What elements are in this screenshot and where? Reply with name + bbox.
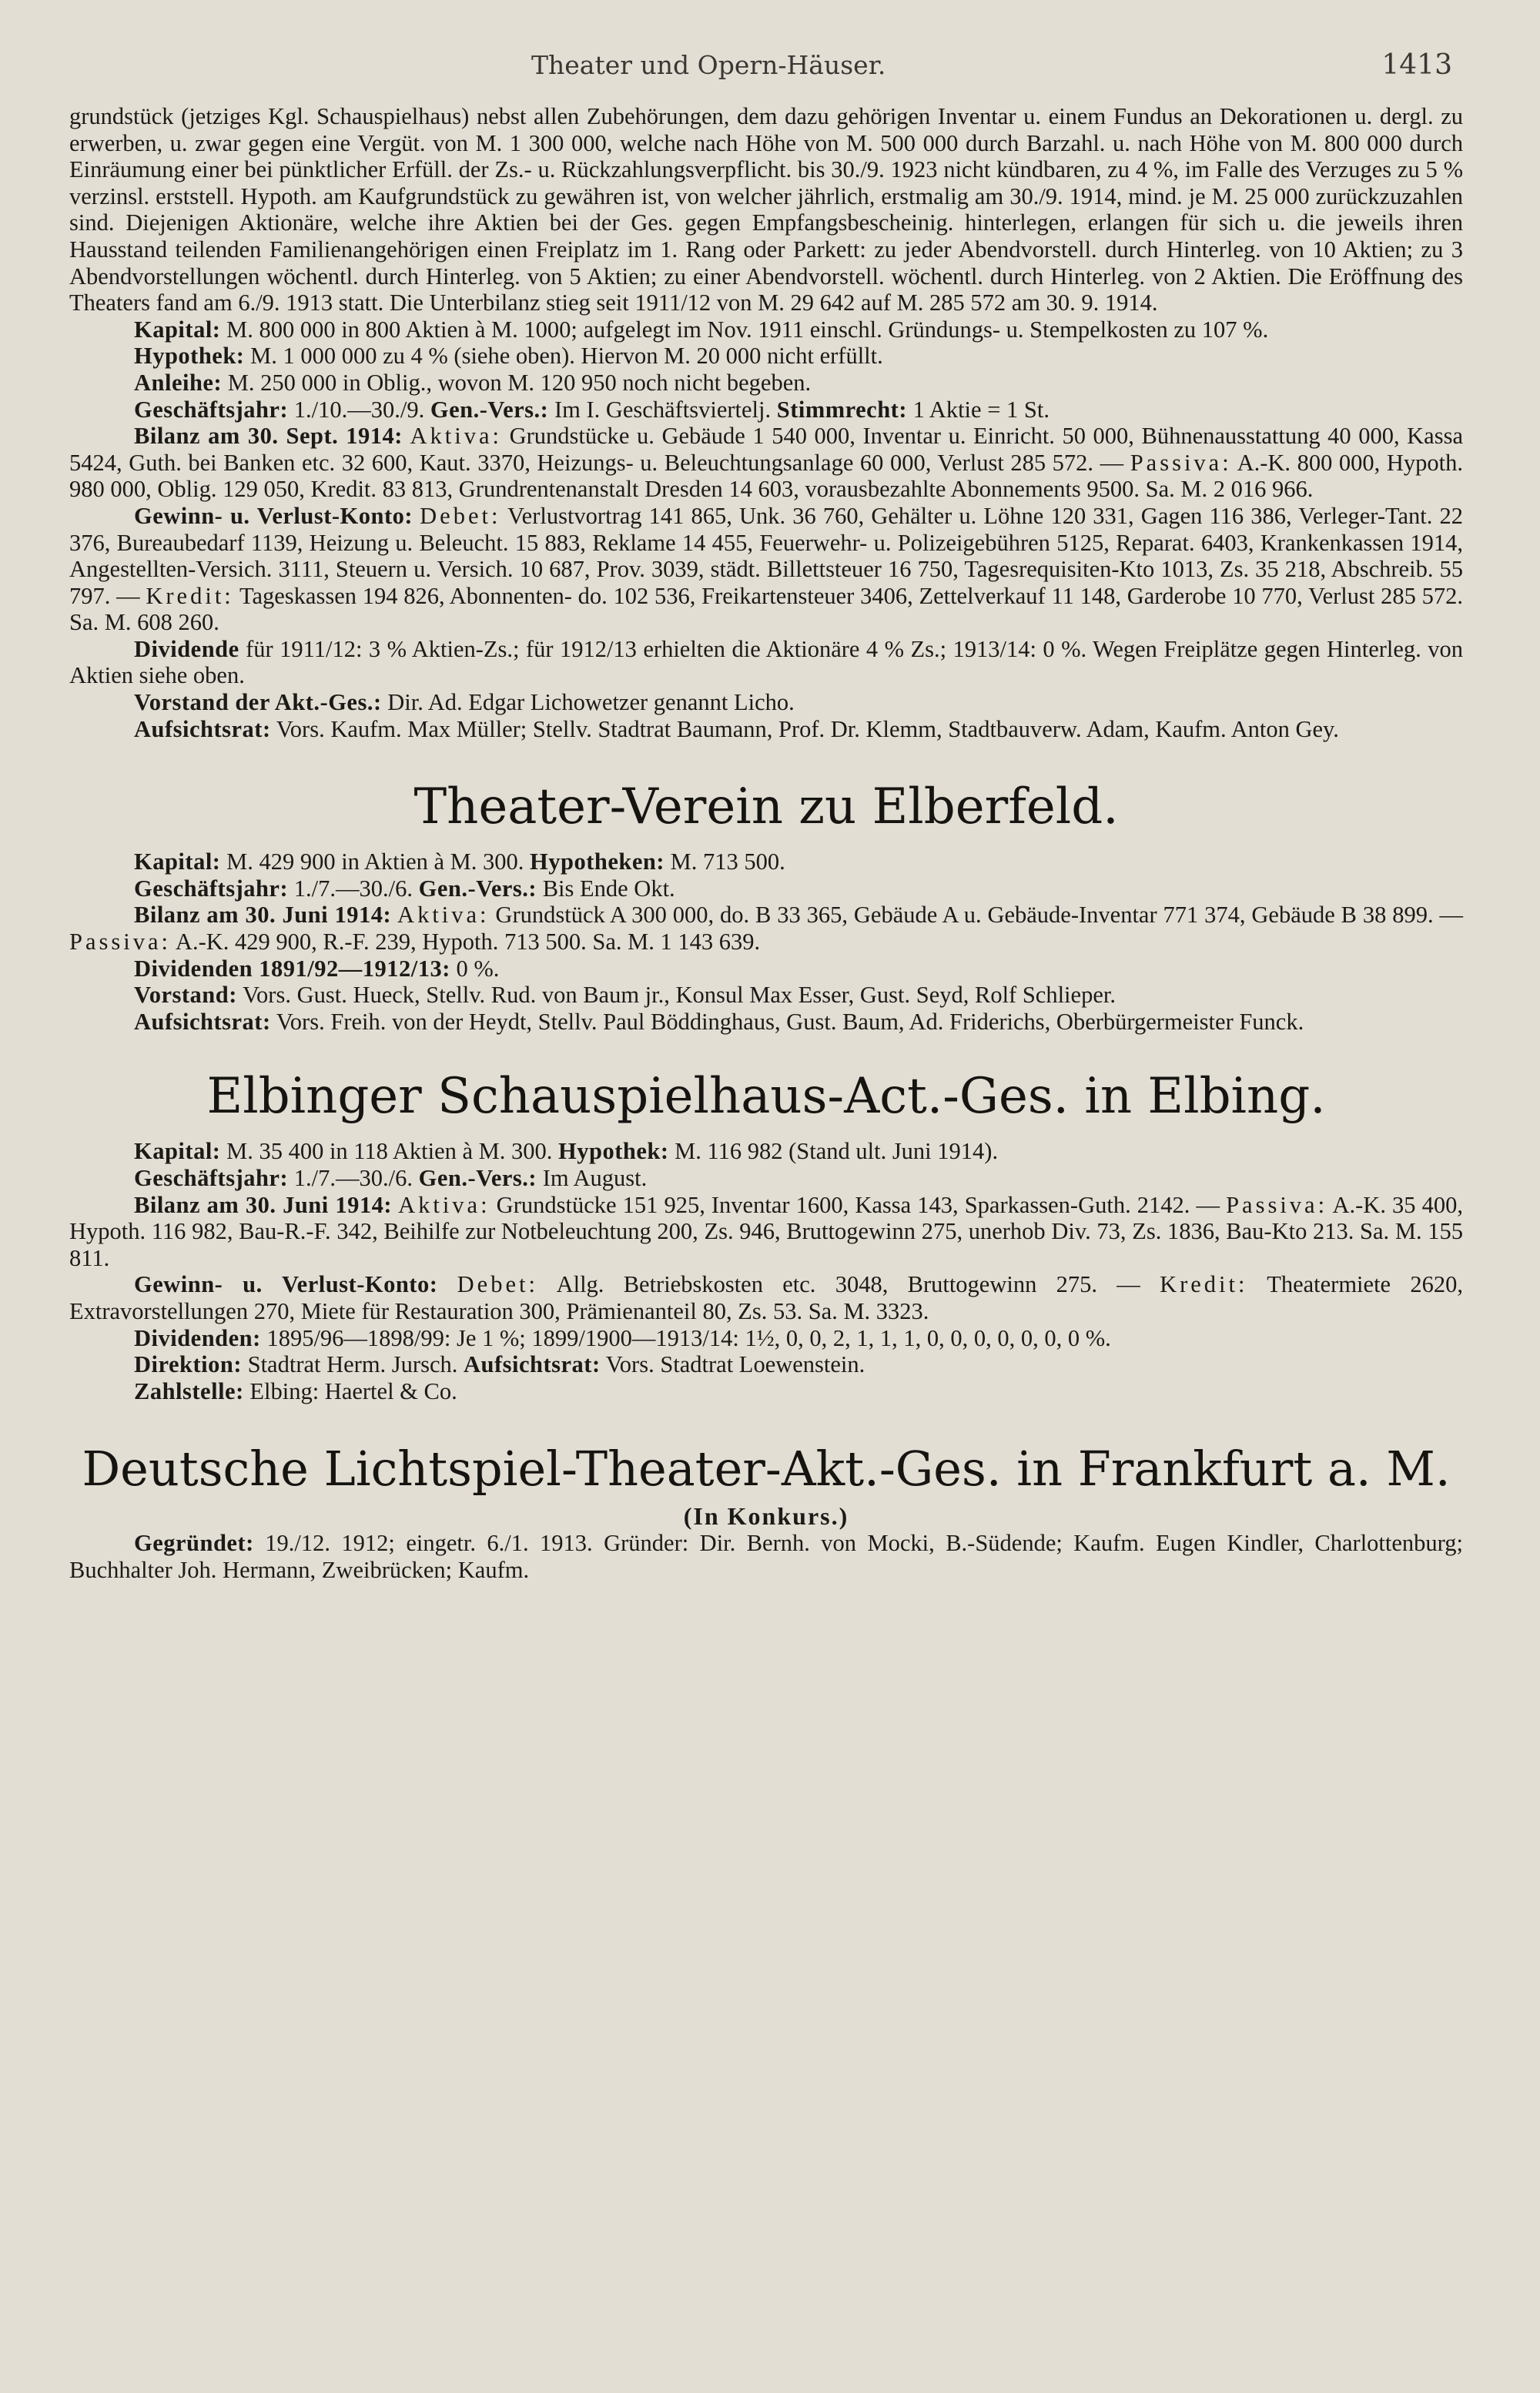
elbing-gj-entry: [69, 1165, 1463, 1192]
elberfeld-passiva-word: Passiva:: [69, 929, 171, 956]
kapital-entry: [69, 316, 1463, 343]
main-text: [69, 103, 1463, 1583]
bilanz-entry: [69, 423, 1463, 503]
elberfeld-gj-entry: [69, 875, 1463, 902]
elbing-bilanz-passiva: A.-K. 35 400, Hypoth. 116 982, Bau-R.-F. 342, Beihilfe zur Notbeleuchtung 200, Zs. 946, Bruttogewinn 275, unerhob Div. 73, Zs. 1836, Bau-Kto 213. Sa. M. 155 811.: [69, 1191, 1463, 1271]
debet-word: Debet:: [420, 502, 501, 529]
elbing-gj-label: Geschäftsjahr:: [134, 1165, 289, 1191]
elberfeld-ar-label: Aufsichtsrat:: [134, 1008, 271, 1035]
hypothek-text: M. 1 000 000 zu 4 % (siehe oben). Hiervon M. 20 000 nicht erfüllt.: [244, 343, 883, 370]
elbing-zahl-label: Zahlstelle:: [134, 1377, 244, 1404]
elbing-ar-label: Aufsichtsrat:: [464, 1351, 601, 1378]
elbing-dir-text: Stadtrat Herm. Jursch.: [242, 1351, 464, 1378]
dividende-label: Dividende: [134, 635, 239, 662]
elbing-bilanz-aktiva: Grundstücke 151 925, Inventar 1600, Kassa 143, Sparkassen-Guth. 2142. —: [490, 1191, 1227, 1218]
anleihe-label: Anleihe:: [134, 369, 223, 396]
elbing-gv-label: Gen.-Vers.:: [418, 1165, 537, 1191]
aktiva-word: Aktiva:: [410, 423, 503, 450]
anleihe-entry: [69, 370, 1463, 397]
elberfeld-dividenden-entry: [69, 956, 1463, 982]
elberfeld-aktiva-word: Aktiva:: [397, 902, 490, 929]
company-heading-elberfeld: Theater-Verein zu Elberfeld.: [413, 778, 1119, 836]
gv-text: Im I. Geschäftsviertelj.: [548, 396, 777, 423]
elberfeld-gj-text: 1./7.—30./6.: [288, 875, 419, 902]
elberfeld-vorstand-label: Vorstand:: [134, 982, 237, 1009]
elberfeld-ar-text: Vors. Freih. von der Heydt, Stellv. Paul Böddinghaus, Gust. Baum, Ad. Friderichs, Oberbürgermeister Funck.: [270, 1008, 1304, 1035]
aufsichtsrat-text: Vors. Kaufm. Max Müller; Stellv. Stadtrat Baumann, Prof. Dr. Klemm, Stadtbauverw. Adam, Kaufm. Anton Gey.: [270, 715, 1339, 742]
bilanz-aktiva-text: Grundstücke u. Gebäude 1 540 000, Inventar u. Einricht. 50 000, Bühnenausstattung 40 000, Kassa 5424, Guth. bei Banken etc. 32 600, Kaut. 3370, Heizungs- u. Beleuchtungsanlage 60 000, Verlust 285 572. —: [69, 423, 1463, 476]
company-heading-elbing: Elbinger Schauspielhaus-Act.-Ges. in Elbing.: [206, 1068, 1326, 1126]
anleihe-text: M. 250 000 in Oblig., wovon M. 120 950 noch nicht begeben.: [222, 369, 812, 396]
guv-kredit-text: Tageskassen 194 826, Abonnenten- do. 102 536, Freikartensteuer 3406, Zettelverkauf 11 148, Garderobe 10 770, Verlust 285 572. Sa. M. 608 260.: [69, 582, 1463, 636]
elbing-div-label: Dividenden:: [134, 1324, 261, 1351]
elbing-hyp-text: M. 116 982 (Stand ult. Juni 1914).: [668, 1138, 999, 1165]
elberfeld-kapital-text: M. 429 900 in Aktien à M. 300.: [220, 848, 531, 875]
frankfurt-gegruendet-entry: [69, 1530, 1463, 1583]
elbing-debet-word: Debet:: [457, 1271, 538, 1298]
hypothek-label: Hypothek:: [134, 343, 245, 370]
elbing-guv-debet: Allg. Betriebskosten etc. 3048, Bruttogewinn 275. —: [537, 1271, 1160, 1298]
page-number: 1413: [1381, 49, 1452, 81]
stimmrecht-text: 1 Aktie = 1 St.: [906, 396, 1050, 423]
elbing-guv-label: Gewinn- u. Verlust-Konto:: [134, 1271, 438, 1298]
elberfeld-gj-label: Geschäftsjahr:: [134, 875, 289, 902]
elberfeld-gv-label: Gen.-Vers.:: [418, 875, 537, 902]
elbing-bilanz-label: Bilanz am 30. Juni 1914:: [134, 1191, 392, 1218]
elberfeld-aufsichtsrat-entry: [69, 1009, 1463, 1036]
aufsichtsrat-label: Aufsichtsrat:: [134, 715, 271, 742]
bilanz-label: Bilanz am 30. Sept. 1914:: [134, 423, 403, 450]
elberfeld-bilanz-passiva: A.-K. 429 900, R.-F. 239, Hypoth. 713 500. Sa. M. 1 143 639.: [170, 929, 761, 956]
gv-label: Gen.-Vers.:: [430, 396, 549, 423]
bilanz-passiva-text: A.-K. 800 000, Hypoth. 980 000, Oblig. 129 050, Kredit. 83 813, Grundrentenanstalt Dresden 14 603, vorausbezahlte Abonnements 9500. Sa. M. 2 016 966.: [69, 449, 1463, 503]
elberfeld-bilanz-entry: [69, 902, 1463, 955]
gj-text: 1./10.—30./9.: [288, 396, 430, 423]
kapital-text: M. 800 000 in 800 Aktien à M. 1000; aufgelegt im Nov. 1911 einschl. Gründungs- u. Stempelkosten zu 107 %.: [220, 316, 1269, 343]
running-header: [69, 49, 1463, 103]
elbing-kredit-word: Kredit:: [1160, 1271, 1248, 1298]
elberfeld-bilanz-label: Bilanz am 30. Juni 1914:: [134, 902, 392, 929]
elbing-zahl-text: Elbing: Haertel & Co.: [243, 1377, 457, 1404]
elbing-gv-text: Im August.: [537, 1165, 648, 1191]
guv-debet-text: Verlustvortrag 141 865, Unk. 36 760, Gehälter u. Löhne 120 331, Gagen 116 386, Verleger-Tant. 22 376, Bureaubedarf 1139, Heizung u. Beleucht. 15 883, Reklame 14 455, Feuerwehr- u. Polizeigebühren 5125, Reparat. 6403, Krankenkassen 1914, Angestellten-Versich. 3111, Steuern u. Versich. 10 687, Prov. 3039, städt. Billettsteuer 16 750, Tagesrequisiten-Kto 1013, Zs. 35 218, Abschreib. 55 797. —: [69, 502, 1464, 609]
elbing-div-text: 1895/96—1898/99: Je 1 %; 1899/1900—1913/14: 1½, 0, 0, 2, 1, 1, 1, 0, 0, 0, 0, 0, 0, 0 %.: [260, 1324, 1111, 1351]
elbing-kapital-text: M. 35 400 in 118 Aktien à M. 300.: [220, 1138, 559, 1165]
intro-paragraph: grundstück (jetziges Kgl. Schauspielhaus) nebst allen Zubehörungen, dem dazu gehörigen Inventar u. einem Fundus an Dekorationen u. dergl. zu erwerben, u. zwar gegen eine Vergüt. von M. 1 300 000, welche nach Höhe von M. 500 000 durch Barzahl. u. nach Höhe von M. 800 000 durch Einräumung einer bei pünktlicher Erfüll. der Zs.- u. Rückzahlungsverpflicht. bis 30./9. 1923 nicht kündbaren, zu 4 %, im Falle des Verzuges zu 5 % verzinsl. erststell. Hypoth. am Kaufgrundstück zu gewähren ist, von welcher jährlich, erstmalig am 30./9. 1914, mind. je M. 25 000 zurückzuzahlen sind. Diejenigen Aktionäre, welche ihre Aktien bei der Ges. gegen Empfangsbescheinig. hinterlegen, erlangen für sich u. die jeweils ihren Hausstand teilenden Familienangehörigen einen Freiplatz im 1. Rang oder Parkett: zu jeder Abendvorstell. durch Hinterleg. von 10 Aktien; zu 3 Abendvorstellungen wöchentl. durch Hinterleg. von 5 Aktien; zu einer Abendvorstell. wöchentl. durch Hinterleg. von 2 Aktien. Die Eröffnung des Theaters fand am 6./9. 1913 statt. Die Unterbilanz stieg seit 1911/12 von M. 29 642 auf M. 285 572 am 30. 9. 1914.: [69, 103, 1463, 316]
elbing-dividenden-entry: [69, 1325, 1463, 1352]
kredit-word: Kredit:: [146, 582, 234, 609]
elbing-kapital-label: Kapital:: [134, 1138, 221, 1165]
header-title: Theater und Opern-Häuser.: [531, 50, 886, 80]
hypothek-entry: [69, 343, 1463, 370]
elbing-kapital-entry: [69, 1138, 1463, 1165]
elberfeld-div-label: Dividenden 1891/92—1912/13:: [134, 955, 450, 982]
elbing-zahlstelle-entry: [69, 1378, 1463, 1405]
frankfurt-gegr-text: 19./12. 1912; eingetr. 6./1. 1913. Gründer: Dir. Bernh. von Mocki, B.-Südende; Kaufm. Eugen Kindler, Charlottenburg; Buchhalter Joh. Hermann, Zweibrücken; Kaufm.: [69, 1529, 1463, 1583]
vorstand-text: Dir. Ad. Edgar Lichowetzer genannt Licho.: [381, 689, 795, 716]
elberfeld-gv-text: Bis Ende Okt.: [537, 875, 675, 902]
dividende-entry: [69, 636, 1463, 689]
elbing-gj-text: 1./7.—30./6.: [288, 1165, 419, 1191]
geschaeftsjahr-entry: [69, 397, 1463, 423]
elbing-aktiva-word: Aktiva:: [398, 1191, 490, 1218]
elbing-guv-entry: [69, 1271, 1463, 1324]
elberfeld-hyp-label: Hypotheken:: [530, 848, 665, 875]
stimmrecht-label: Stimmrecht:: [776, 396, 907, 423]
passiva-word: Passiva:: [1130, 449, 1232, 476]
elbing-guv-kredit: Theatermiete 2620, Extravorstellungen 270, Miete für Restauration 300, Prämienanteil 80, Zs. 53. Sa. M. 3323.: [69, 1271, 1463, 1324]
elberfeld-vorstand-text: Vors. Gust. Hueck, Stellv. Rud. von Baum jr., Konsul Max Esser, Gust. Seyd, Rolf Schlieper.: [236, 982, 1116, 1009]
kapital-label: Kapital:: [134, 316, 221, 343]
aufsichtsrat-entry: [69, 716, 1463, 743]
guv-entry: [69, 503, 1463, 636]
guv-label: Gewinn- u. Verlust-Konto:: [134, 502, 413, 529]
elberfeld-kapital-entry: [69, 848, 1463, 875]
frankfurt-gegr-label: Gegründet:: [134, 1529, 254, 1556]
company-heading-frankfurt: Deutsche Lichtspiel-Theater-Akt.-Ges. in Frankfurt a. M.: [82, 1441, 1451, 1498]
elbing-hyp-label: Hypothek:: [558, 1138, 669, 1165]
elbing-direktion-entry: [69, 1351, 1463, 1378]
vorstand-entry: [69, 689, 1463, 716]
elberfeld-hyp-text: M. 713 500.: [665, 848, 785, 875]
gj-label: Geschäftsjahr:: [134, 396, 289, 423]
vorstand-label: Vorstand der Akt.-Ges.:: [134, 689, 382, 716]
elberfeld-bilanz-aktiva: Grundstück A 300 000, do. B 33 365, Gebäude A u. Gebäude-Inventar 771 374, Gebäude B 38 899. —: [489, 902, 1464, 929]
elberfeld-vorstand-entry: [69, 982, 1463, 1009]
elberfeld-div-text: 0 %.: [450, 955, 500, 982]
elberfeld-kapital-label: Kapital:: [134, 848, 221, 875]
company-subheading-konkurs: (In Konkurs.): [683, 1502, 849, 1531]
elbing-dir-label: Direktion:: [134, 1351, 242, 1378]
elbing-ar-text: Vors. Stadtrat Loewenstein.: [600, 1351, 865, 1378]
elbing-bilanz-entry: [69, 1192, 1463, 1272]
elbing-passiva-word: Passiva:: [1226, 1191, 1328, 1218]
dividende-text: für 1911/12: 3 % Aktien-Zs.; für 1912/13 erhielten die Aktionäre 4 % Zs.; 1913/14: 0 %. Wegen Freiplätze gegen Hinterleg. von Aktien siehe oben.: [69, 635, 1463, 689]
